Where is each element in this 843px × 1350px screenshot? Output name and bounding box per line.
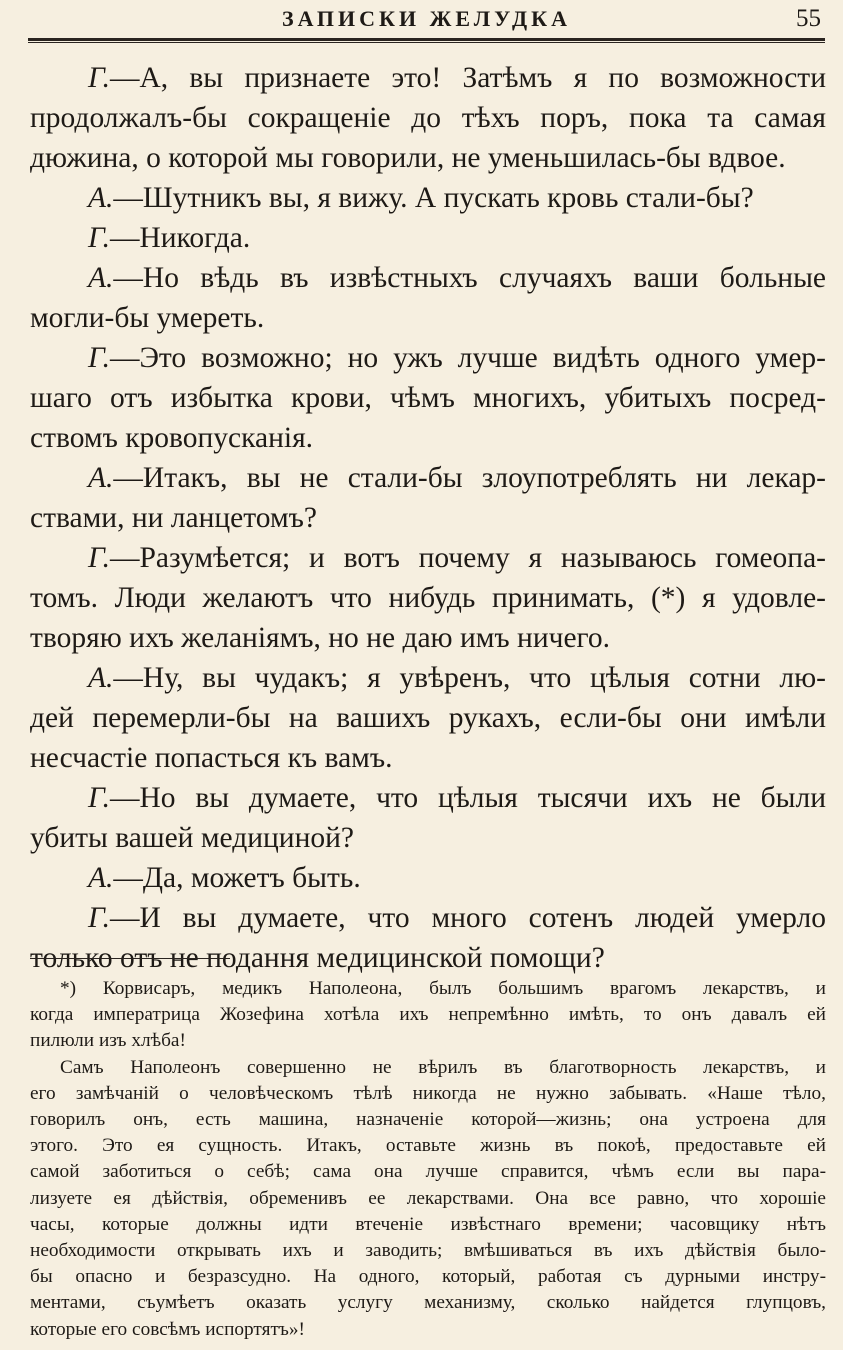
- speaker-label: А.: [88, 262, 114, 294]
- footnote-line: пилюли изъ хлѣба!: [30, 1030, 186, 1052]
- line-text: ствомъ кровопусканiя.: [30, 422, 314, 454]
- dialogue-paragraph: [30, 538, 826, 658]
- footnote-paragraph: [30, 1055, 826, 1343]
- dialogue-paragraph: [30, 58, 826, 178]
- text-line: [30, 378, 826, 418]
- footnote-line: которые его совсѣмъ испортятъ»!: [30, 1318, 305, 1340]
- text-line: [30, 578, 826, 618]
- dialogue-paragraph: [30, 338, 826, 458]
- footnote-line: необходимости открывать ихъ и заводить; вмѣшиваться въ ихъ дѣйствiя было-: [30, 1240, 826, 1262]
- line-text: дюжина, о которой мы говорили, не уменьшилась-бы вдвое.: [30, 142, 786, 174]
- footnote-line: Самъ Наполеонъ совершенно не вѣрилъ въ благотворность лекарствъ, и: [60, 1056, 826, 1078]
- footnote-line: лизуете ея дѣйствiя, обременивъ ее лекарствами. Она все равно, что хорошiе: [30, 1187, 826, 1209]
- footnote-line: его замѣчанiй о человѣческомъ тѣлѣ никогда не нужно забывать. «Наше тѣло,: [30, 1082, 826, 1104]
- speaker-label: А.: [88, 462, 114, 494]
- line-text: —Да, можетъ быть.: [113, 862, 361, 894]
- speaker-label: А.: [88, 182, 114, 214]
- footnote-rule: [30, 958, 230, 959]
- dialogue-text: [30, 58, 826, 978]
- footnote-line: ментами, съумѣетъ оказать услугу механизму, сколько найдется глупцовъ,: [30, 1292, 826, 1314]
- speaker-label: А.: [88, 662, 114, 694]
- text-line: [30, 658, 826, 698]
- line-text: —Разумѣется; и вотъ почему я называюсь гомеопа-: [109, 542, 826, 574]
- footnote-line: говорилъ онъ, есть машина, назначенiе которой—жизнь; она устроена для: [30, 1109, 826, 1131]
- footnote-line: когда императрица Жозефина хотѣла ихъ непремѣнно имѣть, то онъ давалъ ей: [30, 1004, 826, 1026]
- dialogue-paragraph: [30, 778, 826, 858]
- line-text: продолжалъ-бы сокращенiе до тѣхъ поръ, пока та самая: [30, 102, 826, 134]
- speaker-label: Г.: [88, 782, 110, 814]
- line-text: —Ну, вы чудакъ; я увѣренъ, что цѣлыя сотни лю-: [113, 662, 826, 694]
- line-text: могли-бы умереть.: [30, 302, 265, 334]
- text-line: [30, 298, 826, 338]
- text-line: [30, 338, 826, 378]
- speaker-label: Г.: [88, 902, 110, 934]
- line-text: томъ. Люди желаютъ что нибудь принимать, (*) я удовле-: [30, 582, 826, 614]
- dialogue-paragraph: [30, 258, 826, 338]
- footnote-line: часы, которые должны идти втеченiе извѣстнаго времени; часовщику нѣтъ: [30, 1213, 826, 1235]
- dialogue-paragraph: [30, 218, 826, 258]
- text-line: [30, 178, 826, 218]
- dialogue-paragraph: [30, 658, 826, 778]
- footnote-paragraph: [30, 976, 826, 1055]
- speaker-label: А.: [88, 862, 114, 894]
- line-text: —И вы думаете, что много сотенъ людей умерло: [109, 902, 826, 934]
- text-line: [30, 58, 826, 98]
- running-head: [28, 4, 825, 41]
- page-number: 55: [796, 5, 821, 32]
- line-text: ствами, ни ланцетомъ?: [30, 502, 317, 534]
- line-text: —Никогда.: [109, 222, 251, 254]
- line-text: —Это возможно; но ужъ лучше видѣть одного умер-: [109, 342, 826, 374]
- dialogue-paragraph: [30, 898, 826, 978]
- footnote-line: этого. Это ея сущность. Итакъ, оставьте жизнь въ покоѣ, предоставьте ей: [30, 1135, 826, 1157]
- text-line: [30, 98, 826, 138]
- line-text: —Итакъ, вы не стали-бы злоупотреблять ни лекар-: [113, 462, 826, 494]
- text-line: [30, 778, 826, 818]
- text-line: [30, 138, 826, 178]
- footnotes: [30, 976, 826, 1343]
- footnote-line: самой заботиться о себѣ; сама она лучше справится, чѣмъ если вы пара-: [30, 1161, 826, 1183]
- dialogue-paragraph: [30, 178, 826, 218]
- text-line: [30, 898, 826, 938]
- text-line: [30, 858, 826, 898]
- speaker-label: Г.: [88, 222, 110, 254]
- footnote-line: бы опасно и безразсудно. На одного, который, работая съ дурными инстру-: [30, 1266, 826, 1288]
- line-text: —Но вы думаете, что цѣлыя тысячи ихъ не были: [109, 782, 826, 814]
- line-text: —Шутникъ вы, я вижу. А пускать кровь стали-бы?: [113, 182, 754, 214]
- header-rule: [28, 42, 825, 43]
- speaker-label: Г.: [88, 62, 110, 94]
- text-line: [30, 738, 826, 778]
- line-text: —Но вѣдь въ извѣстныхъ случаяхъ ваши больные: [113, 262, 826, 294]
- line-text: дей перемерли-бы на вашихъ рукахъ, если-бы они имѣли: [30, 702, 826, 734]
- speaker-label: Г.: [88, 542, 110, 574]
- line-text: несчастiе попасться къ вамъ.: [30, 742, 393, 774]
- line-text: —А, вы признаете это! Затѣмъ я по возможности: [109, 62, 826, 94]
- text-line: [30, 418, 826, 458]
- dialogue-paragraph: [30, 458, 826, 538]
- speaker-label: Г.: [88, 342, 110, 374]
- text-line: [30, 458, 826, 498]
- dialogue-paragraph: [30, 858, 826, 898]
- text-line: [30, 818, 826, 858]
- line-text: творяю ихъ желанiямъ, но не даю имъ ничего.: [30, 622, 611, 654]
- line-text: только отъ не подання медицинской помощи?: [30, 942, 605, 974]
- line-text: шаго отъ избытка крови, чѣмъ многихъ, убитыхъ посред-: [30, 382, 826, 414]
- text-line: [30, 498, 826, 538]
- text-line: [30, 258, 826, 298]
- text-line: [30, 538, 826, 578]
- line-text: убиты вашей медициной?: [30, 822, 355, 854]
- text-line: [30, 618, 826, 658]
- footnote-line: *) Корвисаръ, медикъ Наполеона, былъ большимъ врагомъ лекарствъ, и: [60, 978, 826, 999]
- text-line: [30, 698, 826, 738]
- running-title: ЗАПИСКИ ЖЕЛУДКА: [281, 6, 572, 31]
- text-line: [30, 218, 826, 258]
